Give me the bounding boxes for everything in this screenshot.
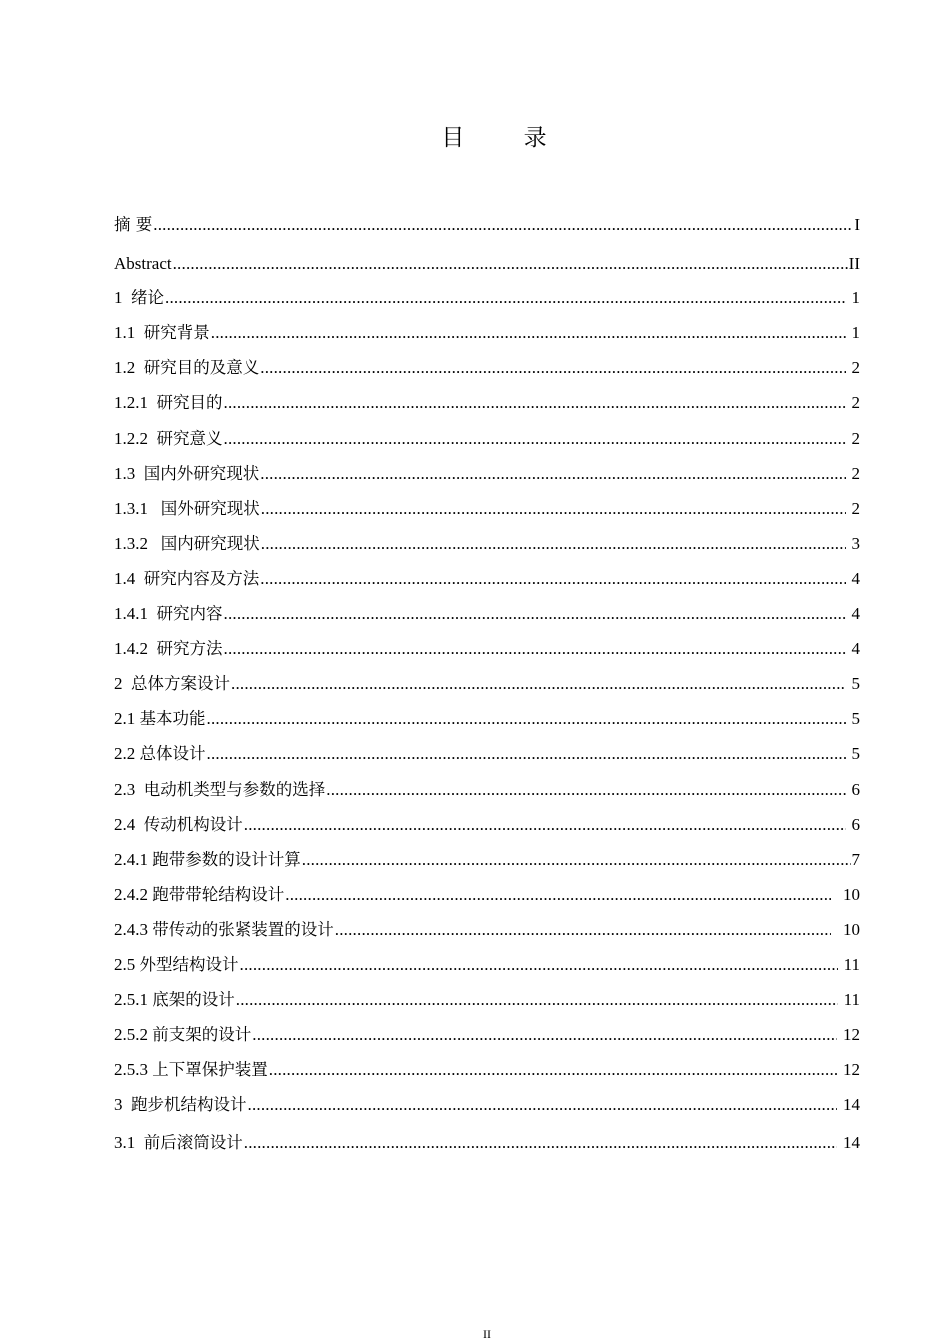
toc-entry[interactable] (114, 251, 860, 275)
toc-entry[interactable] (114, 285, 860, 309)
toc-entry[interactable] (114, 426, 860, 450)
toc-entry-number: 2.4.1 (114, 850, 148, 869)
toc-entry-number: 1.3.1 (114, 499, 148, 518)
toc-entry-page: 12 (843, 1025, 860, 1044)
toc-entry-number: 2.4.3 (114, 920, 148, 939)
toc-entry[interactable] (114, 741, 860, 765)
dot-leader (224, 392, 846, 414)
dot-leader (240, 954, 838, 976)
toc-entry-page: 10 (843, 885, 860, 904)
toc-entry-label: 1.4.2 研究方法 (114, 639, 223, 658)
toc-entry-label: 2 总体方案设计 (114, 674, 230, 693)
toc-entry-page: 5 (851, 674, 860, 693)
dot-leader (153, 214, 853, 236)
toc-entry-label: 2.5.2 前支架的设计 (114, 1025, 252, 1044)
toc-entry-page: 2 (851, 358, 860, 377)
toc-entry[interactable] (114, 496, 860, 520)
dot-leader (207, 743, 846, 765)
toc-entry[interactable] (114, 847, 860, 871)
toc-entry-number: 2.5.2 (114, 1025, 148, 1044)
dot-leader (260, 568, 845, 590)
toc-entry-number: 2.4 (114, 815, 136, 834)
toc-entry-label: 3.1 前后滚筒设计 (114, 1133, 243, 1152)
toc-entry[interactable] (114, 601, 860, 625)
toc-entry[interactable] (114, 566, 860, 590)
toc-entry-page: 2 (851, 429, 860, 448)
dot-leader (248, 1094, 838, 1116)
dot-leader (224, 603, 846, 625)
toc-entry-page: II (848, 254, 860, 273)
toc-entry-page: I (854, 215, 860, 234)
toc-entry-page: 4 (851, 569, 860, 588)
toc-entry-label: 2.2 总体设计 (114, 744, 206, 763)
toc-entry-number: 1.2.2 (114, 429, 148, 448)
toc-entry-label: 2.4 传动机构设计 (114, 815, 243, 834)
toc-entry[interactable] (114, 355, 860, 379)
toc-entry[interactable] (114, 987, 860, 1011)
dot-leader (252, 1024, 837, 1046)
toc-entry-page: 3 (851, 534, 860, 553)
toc-entry-label: 1 绪论 (114, 288, 164, 307)
toc-entry[interactable] (114, 1057, 860, 1081)
toc-entry[interactable] (114, 531, 860, 555)
toc-entry-number: 1.4.2 (114, 639, 148, 658)
dot-leader (326, 779, 845, 801)
toc-entry[interactable] (114, 671, 860, 695)
dot-leader (302, 849, 851, 871)
toc-entry-label: 1.4.1 研究内容 (114, 604, 223, 623)
toc-entry-label: 2.5.1 底架的设计 (114, 990, 235, 1009)
toc-entry-page: 14 (843, 1095, 860, 1114)
toc-entry-label: 2.4.2 跑带带轮结构设计 (114, 885, 285, 904)
toc-entry-label: 2.4.3 带传动的张紧装置的设计 (114, 920, 334, 939)
toc-entry-label: 2.4.1 跑带参数的设计计算 (114, 850, 301, 869)
toc-entry[interactable] (114, 1130, 860, 1154)
toc-entry-number: 1 (114, 288, 123, 307)
toc-entry-number: 2.5.1 (114, 990, 148, 1009)
toc-entry-label: 1.4 研究内容及方法 (114, 569, 260, 588)
dot-leader (173, 253, 848, 275)
toc-entry-label: 2.5.3 上下罩保护装置 (114, 1060, 268, 1079)
toc-entry-page: 1 (851, 288, 860, 307)
toc-entry[interactable] (114, 461, 860, 485)
toc-entry-number: 1.1 (114, 323, 136, 342)
toc-entry-number: 2.5.3 (114, 1060, 148, 1079)
toc-entry-page: 5 (851, 744, 860, 763)
toc-entry-number: 3 (114, 1095, 123, 1114)
dot-leader (261, 533, 846, 555)
toc-entry-number: 2.4.2 (114, 885, 148, 904)
toc-entry-label: 1.3.2 国内研究现状 (114, 534, 260, 553)
toc-entry-page: 6 (851, 780, 860, 799)
toc-entry[interactable] (114, 952, 860, 976)
toc-entry[interactable] (114, 636, 860, 660)
dot-leader (260, 357, 845, 379)
toc-entry-label: 1.2 研究目的及意义 (114, 358, 260, 377)
toc-entry-page: 5 (851, 709, 860, 728)
dot-leader (335, 919, 831, 941)
dot-leader (224, 428, 846, 450)
toc-entry-number: 1.2 (114, 358, 136, 377)
toc-entry-number: 2.3 (114, 780, 136, 799)
toc-entry-number: 1.3 (114, 464, 136, 483)
toc-entry-number: 2.5 (114, 955, 136, 974)
toc-entry-label: 1.3.1 国外研究现状 (114, 499, 260, 518)
toc-entry[interactable] (114, 777, 860, 801)
toc-entry-label: Abstract (114, 254, 172, 273)
toc-entry-page: 14 (843, 1133, 860, 1152)
dot-leader (261, 498, 846, 520)
toc-entry[interactable] (114, 882, 860, 906)
toc-entry[interactable] (114, 212, 860, 236)
toc-entry-number: 1.2.1 (114, 393, 148, 412)
toc-entry-page: 11 (843, 990, 860, 1009)
toc-entry[interactable] (114, 1092, 860, 1116)
toc-entry-number: 1.4.1 (114, 604, 148, 623)
footer-page-number: II (483, 1327, 491, 1341)
toc-entry-number: 1.4 (114, 569, 136, 588)
toc-entry-number: 1.3.2 (114, 534, 148, 553)
toc-entry-page: 2 (851, 464, 860, 483)
toc-entry-number: 2.2 (114, 744, 136, 763)
toc-entry-number: 2 (114, 674, 123, 693)
toc-entry-page: 4 (851, 639, 860, 658)
toc-entry-label: 3 跑步机结构设计 (114, 1095, 247, 1114)
dot-leader (165, 287, 846, 309)
toc-entry-page: 7 (851, 850, 860, 869)
toc-entry-page: 4 (851, 604, 860, 623)
toc-entry[interactable] (114, 1022, 860, 1046)
toc-entry[interactable] (114, 706, 860, 730)
toc-entry-label: 1.3 国内外研究现状 (114, 464, 260, 483)
toc-entry-page: 12 (843, 1060, 860, 1079)
toc-entry-label: 2.3 电动机类型与参数的选择 (114, 780, 326, 799)
dot-leader (244, 1132, 837, 1154)
dot-leader (285, 884, 831, 906)
toc-entry-page: 1 (851, 323, 860, 342)
dot-leader (260, 463, 845, 485)
dot-leader (231, 673, 846, 695)
dot-leader (244, 814, 846, 836)
toc-entry-label: 1.2.1 研究目的 (114, 393, 223, 412)
toc-entry[interactable] (114, 390, 860, 414)
toc-entry-label: 摘 要 (114, 215, 153, 234)
toc-entry-label: 2.5 外型结构设计 (114, 955, 239, 974)
toc-entry[interactable] (114, 917, 860, 941)
toc-entry-label: 2.1 基本功能 (114, 709, 206, 728)
toc-entry-number: 3.1 (114, 1133, 136, 1152)
toc-entry-page: 10 (843, 920, 860, 939)
dot-leader (207, 708, 846, 730)
toc-entry-page: 6 (851, 815, 860, 834)
toc-entry-page: 2 (851, 499, 860, 518)
toc-entry[interactable] (114, 320, 860, 344)
toc-entry-page: 2 (851, 393, 860, 412)
dot-leader (236, 989, 838, 1011)
toc-entry-number: 2.1 (114, 709, 136, 728)
dot-leader (269, 1059, 837, 1081)
toc-entry-label: 1.2.2 研究意义 (114, 429, 223, 448)
dot-leader (224, 638, 846, 660)
toc-title: 目 录 (441, 125, 573, 151)
toc-entry-page: 11 (843, 955, 860, 974)
toc-entry[interactable] (114, 812, 860, 836)
dot-leader (211, 322, 846, 344)
toc-entry-label: 1.1 研究背景 (114, 323, 210, 342)
